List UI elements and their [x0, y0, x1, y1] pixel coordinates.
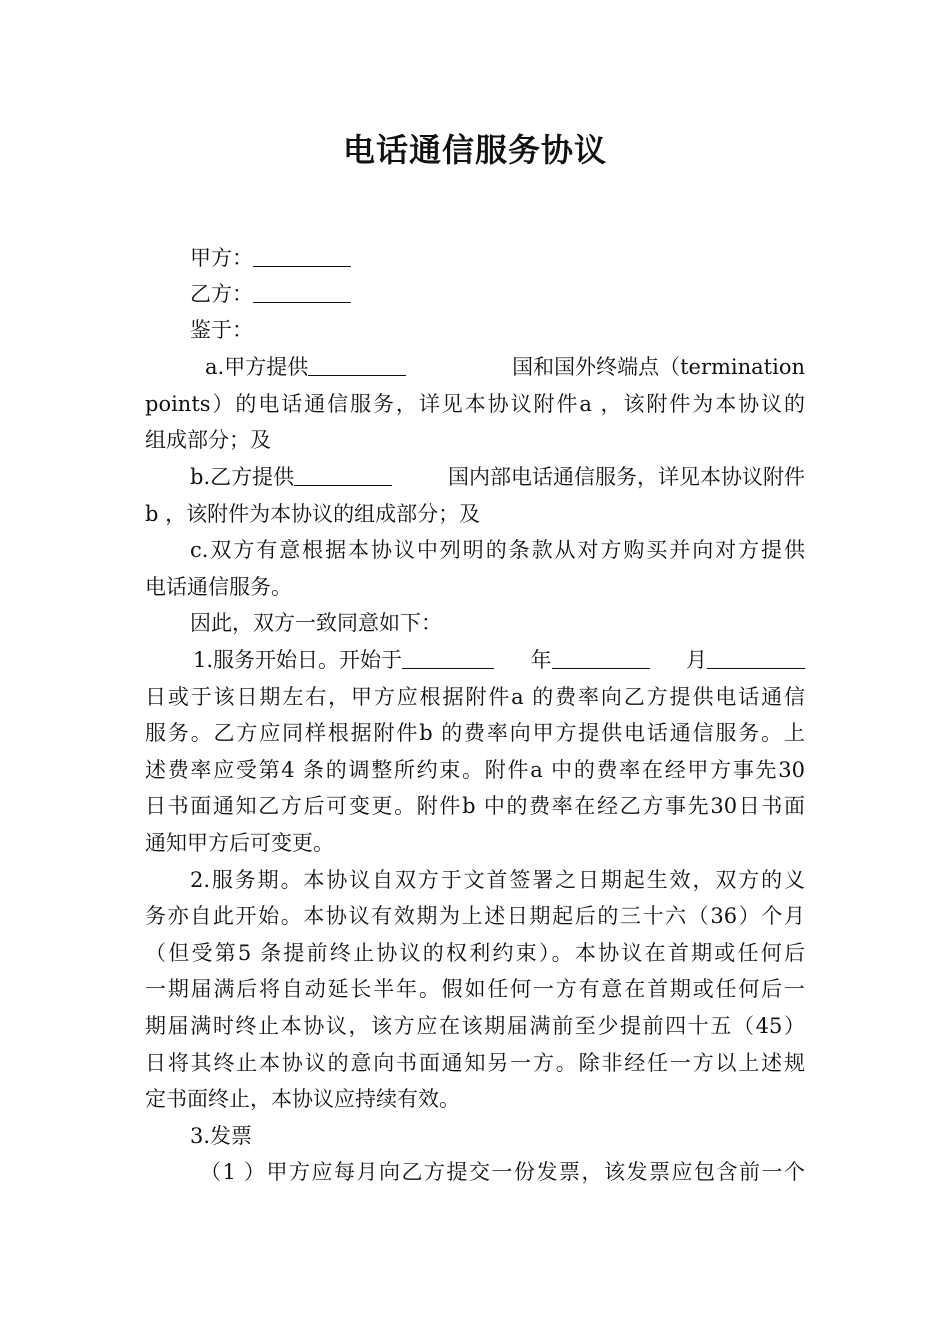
whereas-heading: 鉴于：: [190, 318, 253, 342]
clause-2-line-3: （但受第5 条提前终止协议的权利约束）。本协议在首期或任何后: [145, 941, 805, 965]
party-a-blank: [253, 245, 351, 267]
clause-2-line-4: 一期届满后将自动延长半年。假如任何一方有意在首期或任何后一: [145, 977, 805, 1001]
clause-2-line-1: 2.服务期。本协议自双方于文首签署之日期起生效，双方的义: [190, 868, 805, 892]
clause-3-1-line-1: （1 ）甲方应每月向乙方提交一份发票，该发票应包含前一个: [200, 1160, 805, 1184]
party-a-label: 甲方：: [190, 246, 253, 270]
document-title: 电话通信服务协议: [342, 131, 607, 169]
party-b-blank: [253, 281, 351, 303]
agreement-intro: 因此，双方一致同意如下：: [190, 611, 442, 635]
recital-a-blank: [308, 354, 406, 376]
recital-a-line-1: a.甲方提供 国和国外终端点（termination: [205, 355, 805, 379]
recital-b-blank: [294, 464, 392, 486]
year-blank: [552, 647, 650, 669]
recital-c-line-1: c.双方有意根据本协议中列明的条款从对方购买并向对方提供: [190, 538, 805, 562]
clause-1-line-1: 1.服务开始日。开始于 年 月: [193, 642, 805, 678]
clause-1-line-4: 述费率应受第4 条的调整所约束。附件a 中的费率在经甲方事先30: [145, 758, 805, 782]
party-b-label: 乙方：: [190, 282, 253, 306]
month-blank: [707, 647, 805, 669]
recital-a-line-2: points）的电话通信服务，详见本协议附件a ，该附件为本协议的: [145, 392, 805, 416]
clause-1-line-3: 服务。乙方应同样根据附件b 的费率向甲方提供电话通信服务。上: [145, 721, 805, 745]
recital-a-line-3: 组成部分；及: [145, 428, 271, 452]
clause-2-line-7: 定书面终止，本协议应持续有效。: [145, 1087, 460, 1111]
recital-b-line-1: b.乙方提供 国内部电话通信服务，详见本协议附件: [190, 465, 805, 489]
clause-2-line-6: 日将其终止本协议的意向书面通知另一方。除非经任一方以上述规: [145, 1051, 805, 1075]
clause-1-line-6: 通知甲方后可变更。: [145, 831, 334, 855]
start-date-blank: [402, 647, 494, 669]
recital-b-line-2: b ，该附件为本协议的组成部分；及: [145, 502, 481, 526]
clause-1-line-2: 日或于该日期左右，甲方应根据附件a 的费率向乙方提供电话通信: [145, 685, 805, 709]
party-b-line: [190, 276, 351, 312]
recital-c-line-2: 电话通信服务。: [145, 575, 292, 599]
clause-2-line-5: 期届满时终止本协议，该方应在该期届满前至少提前四十五（45）: [145, 1014, 805, 1038]
clause-2-line-2: 务亦自此开始。本协议有效期为上述日期起后的三十六（36）个月: [145, 904, 805, 928]
party-a-line: [190, 240, 351, 276]
clause-3-heading: 3.发票: [190, 1124, 253, 1148]
clause-1-line-5: 日书面通知乙方后可变更。附件b 中的费率在经乙方事先30日书面: [145, 794, 805, 818]
